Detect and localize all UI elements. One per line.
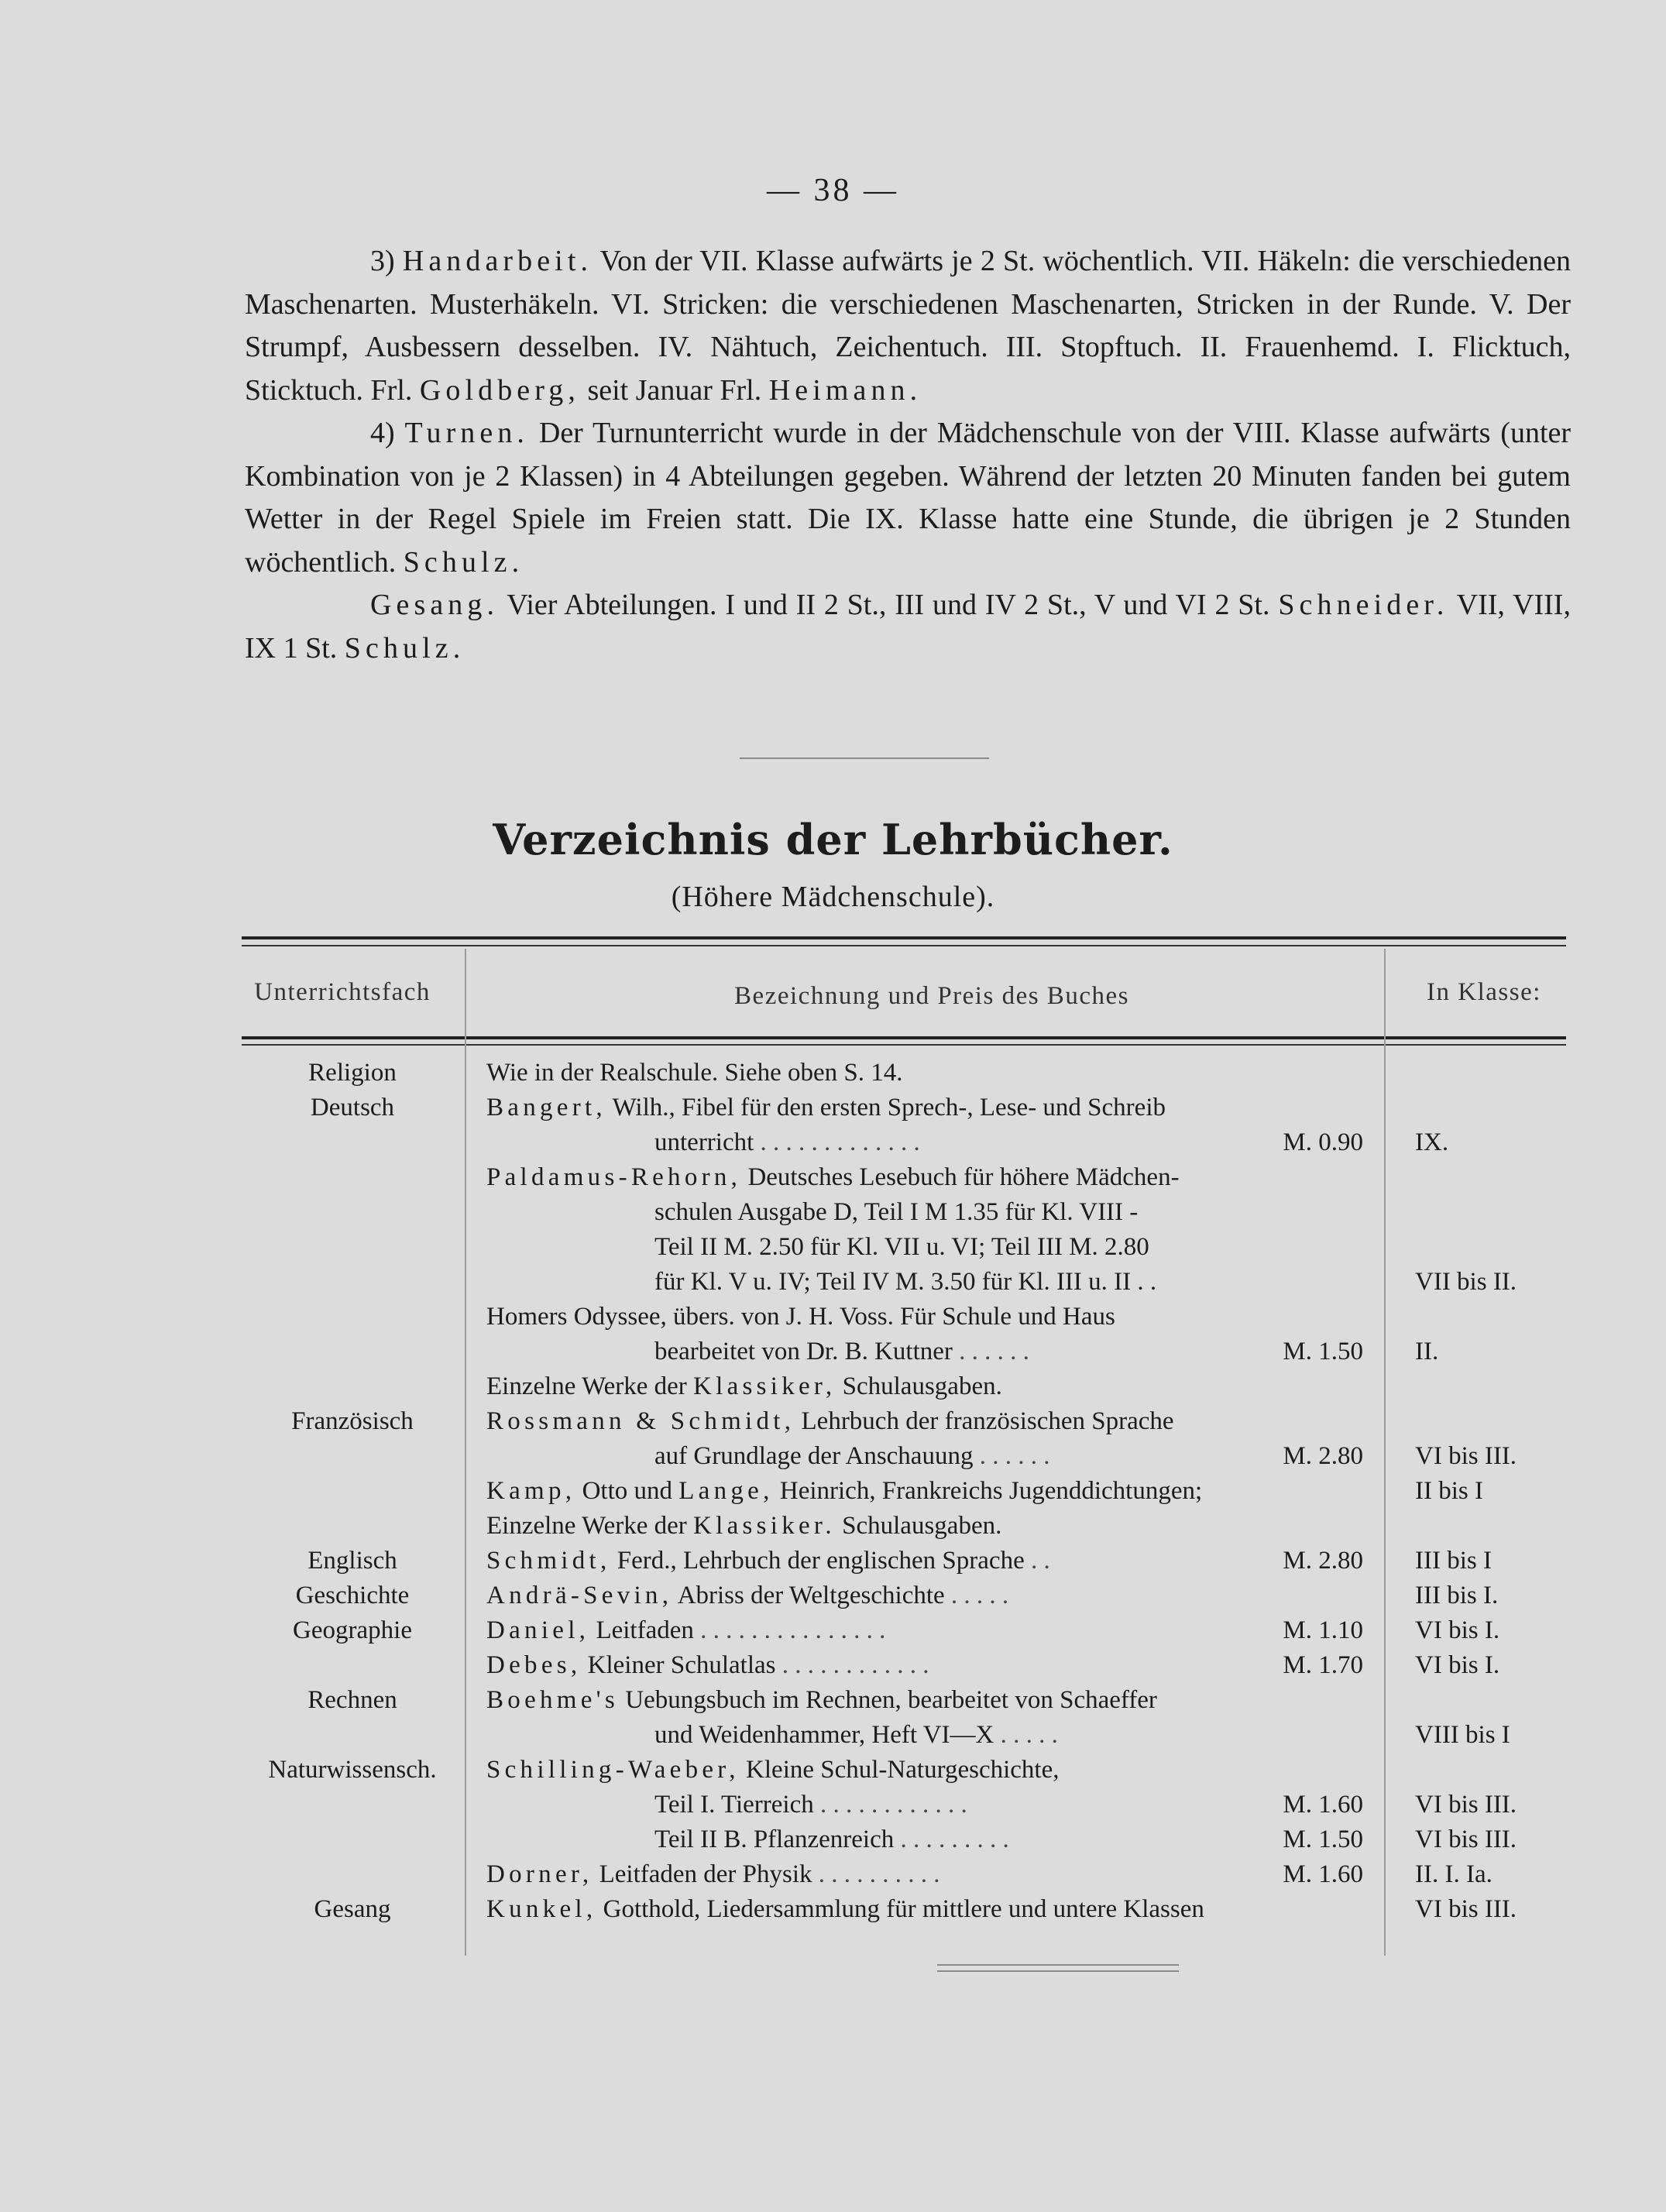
- table-row: [0, 1338, 1666, 1372]
- label-gesang: Gesang.: [370, 589, 500, 621]
- table-row: [0, 1407, 1666, 1442]
- page-number: — 38 —: [767, 173, 899, 208]
- book-cell: Wie in der Realschule. Siehe oben S. 14.: [486, 1059, 903, 1087]
- table-row: [0, 1268, 1666, 1303]
- book-cell: Teil I. Tierreich . . . . . . . . . . . .: [654, 1791, 967, 1819]
- book-cell: Einzelne Werke der Klassiker, Schulausgaben.: [486, 1372, 1002, 1400]
- column-header-book: Bezeichnung und Preis des Buches: [734, 982, 1129, 1010]
- table-row: [0, 1895, 1666, 1930]
- class-cell: III bis I: [1415, 1547, 1492, 1575]
- class-cell: VI bis I.: [1415, 1616, 1500, 1644]
- paragraph-turnen: 4) Turnen. Der Turnunterricht wurde in der Mädchenschule von der VIII. Klasse aufwärts (unter Kombination von je 2 Klassen) in 4 Abteilungen gegeben. Während der letzten 20 Minuten fanden bei gutem Wetter in der Regel Spiele im Freien statt. Die IX. Klasse hatte eine Stunde, die übrigen je 2 Stunden wöchentlich. Schulz.: [245, 417, 1572, 579]
- book-cell: Boehme's Uebungsbuch im Rechnen, bearbeitet von Schaeffer: [486, 1686, 1157, 1714]
- intro-text: [245, 240, 1571, 670]
- subject-cell: Religion: [308, 1059, 397, 1087]
- author-name: Andrä-Sevin,: [486, 1582, 673, 1609]
- book-cell: Schmidt, Ferd., Lehrbuch der englischen Sprache . .: [486, 1547, 1050, 1575]
- section-title: Verzeichnis der Lehrbücher.: [493, 815, 1173, 864]
- book-cell: Rossmann & Schmidt, Lehrbuch der französischen Sprache: [486, 1407, 1174, 1435]
- price-cell: M. 2.80: [1283, 1547, 1363, 1575]
- class-cell: VIII bis I: [1415, 1721, 1510, 1749]
- teacher-name: Heimann.: [768, 373, 922, 407]
- bottom-divider: [937, 1964, 1179, 1972]
- table-row: [0, 1512, 1666, 1547]
- subject-cell: Deutsch: [310, 1094, 395, 1121]
- book-cell: für Kl. V u. IV; Teil IV M. 3.50 für Kl. III u. II . .: [654, 1268, 1157, 1296]
- author-name: Debes,: [486, 1651, 582, 1679]
- teacher-name: Goldberg,: [419, 373, 580, 407]
- book-cell: und Weidenhammer, Heft VI—X . . . . .: [654, 1721, 1058, 1749]
- author-name: Lange,: [678, 1477, 774, 1505]
- class-cell: VII bis II.: [1415, 1268, 1517, 1296]
- table-row: [0, 1477, 1666, 1512]
- class-cell: II.: [1415, 1338, 1439, 1365]
- table-row: [0, 1233, 1666, 1268]
- table-row: [0, 1442, 1666, 1477]
- price-cell: M. 1.50: [1283, 1826, 1363, 1853]
- teacher-name: Schulz.: [344, 631, 465, 665]
- subject-cell: Französisch: [291, 1407, 414, 1435]
- price-cell: M. 1.50: [1283, 1338, 1363, 1365]
- price-cell: M. 2.80: [1283, 1442, 1363, 1470]
- book-cell: Dorner, Leitfaden der Physik . . . . . . . . . .: [486, 1860, 940, 1888]
- table-row: [0, 1128, 1666, 1163]
- author-name: Kamp,: [486, 1477, 576, 1505]
- label-handarbeit: Handarbeit.: [402, 245, 593, 277]
- book-cell: Schilling-Waeber, Kleine Schul-Naturgeschichte,: [486, 1756, 1060, 1784]
- author-name: Schilling-Waeber,: [486, 1756, 740, 1784]
- class-cell: VI bis III.: [1415, 1895, 1517, 1923]
- book-cell: Debes, Kleiner Schulatlas . . . . . . . . . . . .: [486, 1651, 929, 1679]
- table-row: [0, 1826, 1666, 1860]
- book-cell: Bangert, Wilh., Fibel für den ersten Sprech-, Lese- und Schreib: [486, 1094, 1166, 1121]
- subject-cell: Geschichte: [295, 1582, 410, 1609]
- subject-cell: Gesang: [314, 1895, 391, 1923]
- table-row: [0, 1791, 1666, 1826]
- teacher-name: Schneider.: [1278, 589, 1449, 621]
- book-cell: Homers Odyssee, übers. von J. H. Voss. Für Schule und Haus: [486, 1303, 1115, 1331]
- class-cell: VI bis III.: [1415, 1791, 1517, 1819]
- table-row: [0, 1860, 1666, 1895]
- book-cell: Teil II B. Pflanzenreich . . . . . . . . .: [654, 1826, 1009, 1853]
- author-name: Dorner,: [486, 1860, 593, 1888]
- table-row: [0, 1163, 1666, 1198]
- class-cell: VI bis III.: [1415, 1826, 1517, 1853]
- paragraph-gesang: Gesang. Vier Abteilungen. I und II 2 St., III und IV 2 St., V und VI 2 St. Schneider. VII, VIII, IX 1 St. Schulz.: [245, 589, 1571, 665]
- table-row: [0, 1059, 1666, 1094]
- price-cell: M. 1.60: [1283, 1860, 1363, 1888]
- column-header-subject: Unterrichtsfach: [254, 978, 431, 1006]
- teacher-name: Schulz.: [403, 545, 524, 579]
- paragraph-handarbeit: 3) Handarbeit. Von der VII. Klasse aufwärts je 2 St. wöchentlich. VII. Häkeln: die verschiedenen Maschenarten. Musterhäkeln. VI. Stricken: die verschiedenen Maschenarten, Stricken in der Runde. V. Der Strumpf, Ausbessern desselben. IV. Nähtuch, Zeichentuch. III. Stopftuch. II. Frauenhemd. I. Flicktuch, Sticktuch. Frl. Goldberg, seit Januar Frl. Heimann.: [245, 245, 1571, 407]
- book-cell: bearbeitet von Dr. B. Kuttner . . . . . .: [654, 1338, 1029, 1365]
- table-top-rule: [242, 936, 1566, 946]
- table-row: [0, 1651, 1666, 1686]
- class-cell: II. I. Ia.: [1415, 1860, 1493, 1888]
- section-subtitle: (Höhere Mädchenschule).: [671, 881, 995, 913]
- author-name: Daniel,: [486, 1616, 590, 1644]
- author-name: Boehme's: [486, 1686, 620, 1714]
- table-row: [0, 1686, 1666, 1721]
- book-cell: Paldamus-Rehorn, Deutsches Lesebuch für höhere Mädchen-: [486, 1163, 1180, 1191]
- price-cell: M. 1.60: [1283, 1791, 1363, 1819]
- book-cell: Kunkel, Gotthold, Liedersammlung für mittlere und untere Klassen: [486, 1895, 1204, 1923]
- book-cell: Andrä-Sevin, Abriss der Weltgeschichte . . . . .: [486, 1582, 1009, 1609]
- subject-cell: Rechnen: [307, 1686, 397, 1714]
- class-cell: III bis I.: [1415, 1582, 1499, 1609]
- book-cell: Kamp, Otto und Lange, Heinrich, Frankreichs Jugenddichtungen;: [486, 1477, 1203, 1505]
- book-cell: unterricht . . . . . . . . . . . . .: [654, 1128, 920, 1156]
- author-name: Paldamus-Rehorn,: [486, 1163, 742, 1191]
- book-cell: auf Grundlage der Anschauung . . . . . .: [654, 1442, 1050, 1470]
- section-divider: [740, 757, 989, 759]
- table-row: [0, 1582, 1666, 1616]
- author-name: Bangert,: [486, 1094, 606, 1121]
- table-row: [0, 1547, 1666, 1582]
- book-cell: Daniel, Leitfaden . . . . . . . . . . . . . . .: [486, 1616, 886, 1644]
- book-cell: Einzelne Werke der Klassiker. Schulausgaben.: [486, 1512, 1002, 1540]
- subject-cell: Naturwissensch.: [268, 1756, 437, 1784]
- table-header-rule: [242, 1036, 1566, 1046]
- author-name: Klassiker.: [693, 1512, 836, 1540]
- price-cell: M. 0.90: [1283, 1128, 1363, 1156]
- table-row: [0, 1303, 1666, 1338]
- table-row: [0, 1094, 1666, 1128]
- subject-cell: Geographie: [293, 1616, 412, 1644]
- table-row: [0, 1372, 1666, 1407]
- author-name: Schmidt,: [486, 1547, 611, 1575]
- class-cell: VI bis III.: [1415, 1442, 1517, 1470]
- author-name: Klassiker,: [693, 1372, 836, 1400]
- table-row: [0, 1198, 1666, 1233]
- class-cell: IX.: [1415, 1128, 1449, 1156]
- column-header-class: In Klasse:: [1427, 978, 1541, 1006]
- price-cell: M. 1.10: [1283, 1616, 1363, 1644]
- label-turnen: Turnen.: [404, 417, 529, 449]
- table-row: [0, 1721, 1666, 1756]
- subject-cell: Englisch: [307, 1547, 397, 1575]
- author-name: Kunkel,: [486, 1895, 597, 1923]
- table-row: [0, 1756, 1666, 1791]
- book-cell: Teil II M. 2.50 für Kl. VII u. VI; Teil III M. 2.80: [654, 1233, 1149, 1261]
- book-cell: schulen Ausgabe D, Teil I M 1.35 für Kl. VIII -: [654, 1198, 1139, 1226]
- price-cell: M. 1.70: [1283, 1651, 1363, 1679]
- author-name: Rossmann & Schmidt,: [486, 1407, 795, 1435]
- class-cell: II bis I: [1415, 1477, 1483, 1505]
- class-cell: VI bis I.: [1415, 1651, 1500, 1679]
- table-row: [0, 1616, 1666, 1651]
